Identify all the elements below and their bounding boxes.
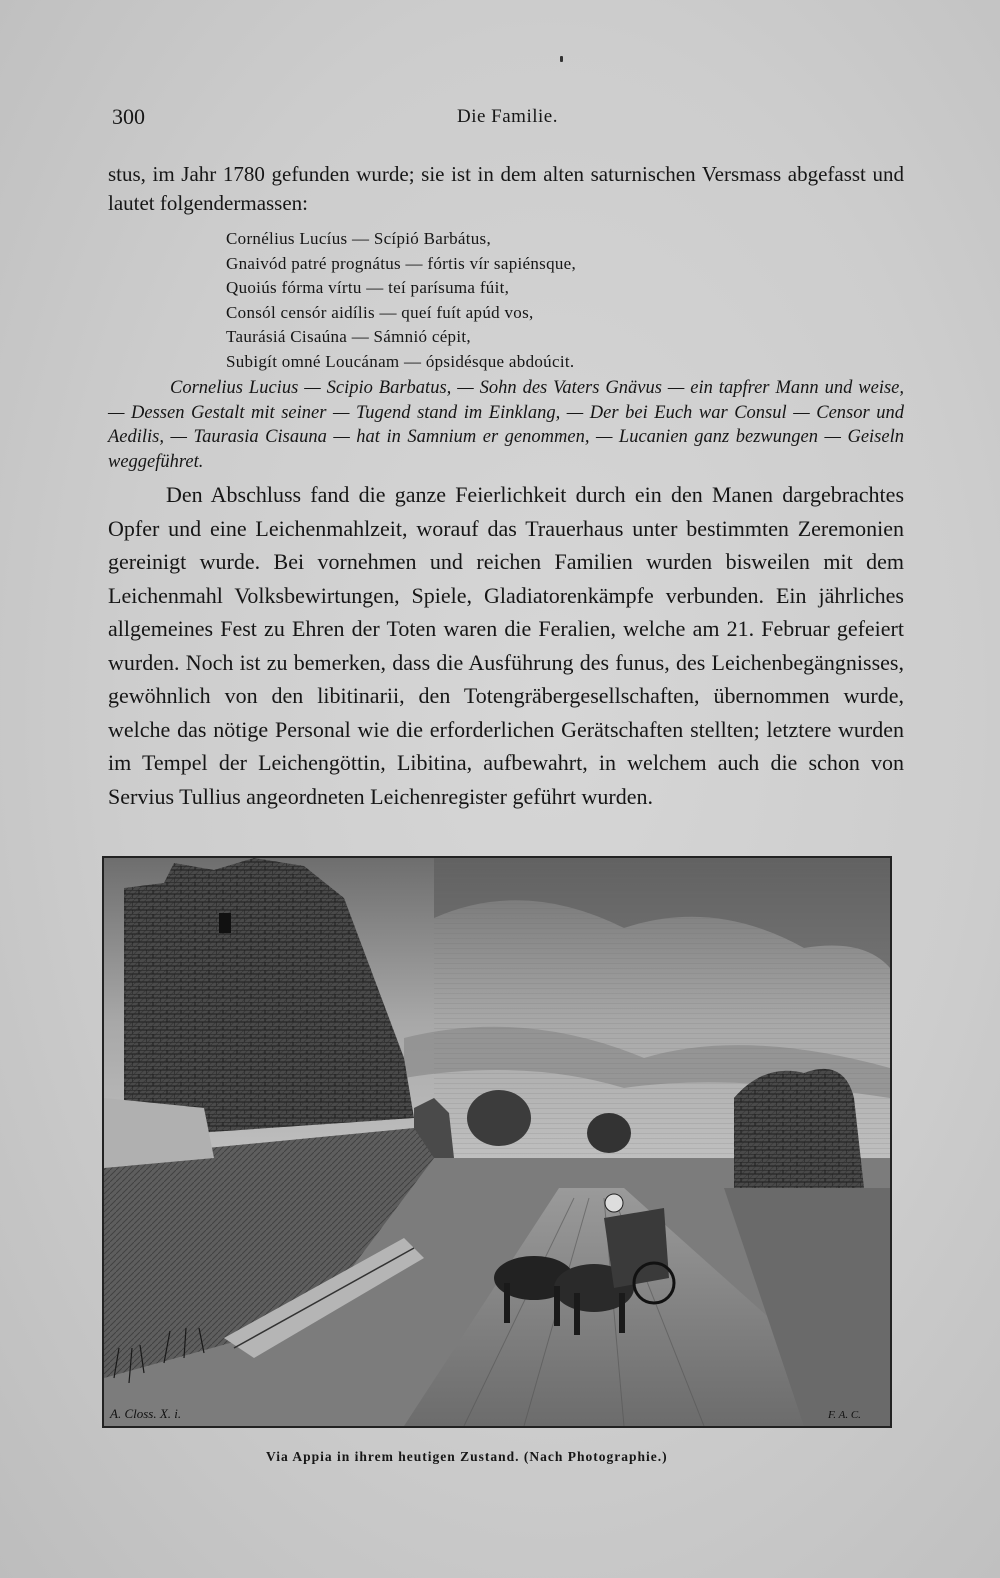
engraving-picture xyxy=(104,858,890,1426)
illustration-caption: Via Appia in ihrem heutigen Zustand. (Nach Photographie.) xyxy=(266,1449,668,1464)
verse-line: Consól censór aidílis — queí fuít apúd vos, xyxy=(226,302,534,322)
verse-line: Subigít omné Loucánam — ópsidésque abdoúcit. xyxy=(226,351,575,371)
verse-line: Quoiús fórma vírtu — teí parísuma fúit, xyxy=(226,278,510,297)
ink-speck xyxy=(560,56,563,62)
paragraph-intro: stus, im Jahr 1780 gefunden wurde; sie ist in dem alten saturnischen Versmass abgefasst und lautet folgendermassen: xyxy=(108,162,904,215)
page-header xyxy=(112,104,912,134)
paragraph-main: Den Abschluss fand die ganze Feierlichkeit durch ein den Manen dargebrachtes Opfer und eine Leichenmahlzeit, worauf das Trauerhaus unter bestimmten Zeremonien gereinigt wurde. Bei vornehmen und reichen Familien wurden bisweilen mit dem Leichenmahl Volksbewirtungen, Spiele, Gladiatorenkämpfe verbunden. Ein jährliches allgemeines Fest zu Ehren der Toten waren die Feralien, welche am 21. Februar gefeiert wurden. Noch ist zu bemerken, dass die Ausführung des funus, des Leichenbegängnisses, gewöhnlich von den libitinarii, den Totengräbergesellschaften, übernommen wurde, welche das nötige Personal wie die erforderlichen Gerätschaften stellten; letztere wurden im Tempel der Leichengöttin, Libitina, aufbewahrt, in welchem auch die schon von Servius Tullius angeordneten Leichenregister geführt wurden. xyxy=(108,482,904,809)
page-number: 300 xyxy=(112,104,145,129)
via-appia-engraving xyxy=(102,856,892,1428)
running-head: Die Familie. xyxy=(457,106,558,127)
verse-line: Cornélius Lucíus — Scípió Barbátus, xyxy=(226,229,492,248)
verse-translation: Cornelius Lucius — Scipio Barbatus, — Sohn des Vaters Gnävus — ein tapfrer Mann und weise, — Dessen Gestalt mit seiner — Tugend stand im Einklang, — Der bei Euch war Consul — Censor und Aedilis, — Taurasia Cisauna — hat in Samnium er genommen, — Lucanien ganz bezwungen — Geiseln weggeführet. xyxy=(108,378,904,472)
inscription-verse xyxy=(226,227,746,374)
artist-signature-left: A. Closs. X. i. xyxy=(110,1406,182,1421)
artist-signature-right: F. A. C. xyxy=(828,1409,861,1421)
verse-line: Gnaivód patré prognátus — fórtis vír sapiénsque, xyxy=(226,253,577,273)
verse-line: Taurásiá Cisaúna — Sámnió cépit, xyxy=(226,327,471,346)
